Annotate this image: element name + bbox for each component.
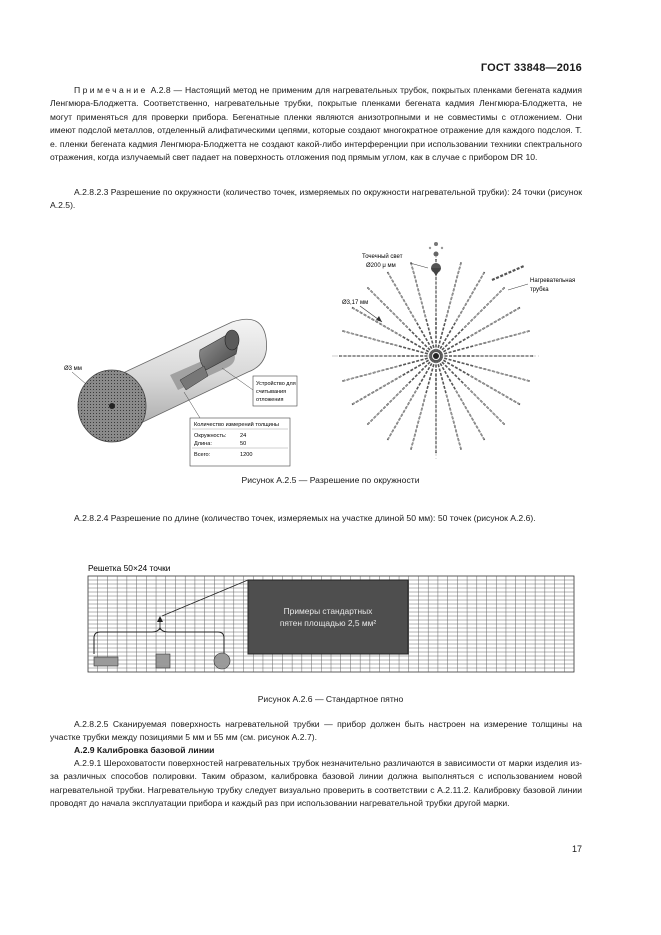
measurement-ray-highlight: [475, 331, 529, 345]
paragraph-a2823: А.2.8.2.3 Разрешение по окружности (количество точек, измеряемых по окружности нагревательной трубки): 24 точки (рисунок А.2.5).: [50, 187, 582, 211]
example-box: [248, 580, 408, 654]
figure-a26-caption: Рисунок А.2.6 — Стандартное пятно: [257, 694, 404, 704]
measurement-ray-highlight: [475, 366, 529, 380]
measurement-ray-highlight: [343, 331, 397, 345]
measurement-ray-highlight: [388, 391, 416, 439]
measurement-ray-highlight: [446, 263, 460, 317]
table-row-value: 1200: [240, 452, 253, 458]
measurement-ray-highlight: [456, 273, 484, 321]
measurement-ray-highlight: [368, 384, 408, 424]
example-box-line1: Примеры стандартных: [283, 606, 373, 616]
table-row-name: Окружность:: [194, 433, 227, 439]
tube-label-line1: Нагревательная: [530, 278, 576, 284]
figure-a25-caption: Рисунок А.2.5 — Разрешение по окружности: [241, 475, 420, 485]
table-row-value: 24: [240, 433, 247, 439]
measurement-ray-highlight: [411, 395, 425, 449]
page-number: 17: [571, 844, 582, 854]
standard-header: ГОСТ 33848—2016: [480, 62, 582, 74]
tube-indicator: [492, 266, 524, 280]
sample-spot-square: [156, 654, 170, 668]
figure-a25: [0, 230, 661, 470]
spot-light-label-line2: Ø200 μ мм: [366, 263, 396, 269]
paragraph-a291: А.2.9.1 Шероховатости поверхностей нагревательных трубок незначительно различаются в зависимости от марки изделия из-за различных способов полировки. Таким образом, калибровка базовой линии должна выполняться с использованием новой нагревательной трубки. Нагревательную трубку следует визуально проверить в соответствии с А.2.11.2. Калибровку базовой линии проводят до начала эксплуатации прибора и каждый раз при использовании нагревательной трубки другой марки.: [50, 758, 582, 809]
section-a29-title: А.2.9 Калибровка базовой линии: [74, 745, 215, 755]
measurement-ray-highlight: [368, 288, 408, 328]
measurement-ray-highlight: [456, 391, 484, 439]
tube-label-line2: трубка: [530, 287, 549, 293]
center-point: [433, 353, 439, 359]
measurement-ray-highlight: [464, 288, 504, 328]
device-label-line1: Устройство для: [256, 381, 296, 387]
measurement-ray-highlight: [353, 308, 401, 336]
paragraph-a2825: А.2.8.2.5 Сканируемая поверхность нагревательной трубки — прибор должен быть настроен на измерение толщины на участке трубки между позициями 5 мм и 55 мм (см. рисунок А.2.7).: [50, 719, 582, 743]
example-box-line2: пятен площадью 2,5 мм²: [279, 618, 377, 628]
table-row-name: Длина:: [194, 441, 212, 447]
device-label-line2: считывания: [256, 389, 287, 395]
measurement-ray-highlight: [446, 395, 460, 449]
note-label: Примечание: [74, 85, 148, 95]
paragraph-a2824: А.2.8.2.4 Разрешение по длине (количество точек, измеряемых на участке длиной 50 мм): 50 точек (рисунок А.2.6).: [74, 513, 536, 523]
sample-spot-circle: [214, 653, 230, 669]
grid-label: Решетка 50×24 точки: [88, 563, 171, 573]
table-row-value: 50: [240, 441, 247, 447]
table-row-name: Всего:: [194, 452, 211, 458]
diameter-label: Ø3 мм: [64, 366, 82, 372]
radial-diagram: [332, 252, 540, 460]
measurement-ray-highlight: [411, 263, 425, 317]
table-title: Количество измерений толщины: [194, 422, 279, 428]
measurement-ray-highlight: [471, 308, 519, 336]
measurement-ray-highlight: [464, 384, 504, 424]
spot-light-icon: [429, 242, 443, 276]
note-paragraph: [50, 84, 582, 164]
note-text: А.2.8 — Настоящий метод не применим для нагревательных трубок, покрытых пленками бегената кадмия Ленгмюра-Блоджетта. Соответственно, нагревательные трубки, покрытые пленками бегената кадмия Ленгмюра-Блоджетта, не могут применяться для проверки прибора. Бегенатные пленки являются анизотропными и не совместимы с отложением. Они имеют подслой металлов, отделенный алифатическими цепями, которые создают многократное отражение для каждого подслоя. Т. е. пленки бегената кадмия Ленгмюра-Блоджетта не создают какой-либо интерференции при использовании техники спектрального отражения, когда излучаемый свет падает на поверхность отложения под прямым углом, как в случае с прибором DR 10.: [50, 85, 582, 163]
figure-a26: [0, 558, 661, 688]
measurement-ray-highlight: [388, 273, 416, 321]
sample-spot-rectangle: [94, 657, 118, 666]
spot-light-label-line1: Точечный свет: [362, 254, 403, 260]
device-label-line3: отложения: [256, 397, 284, 403]
measurement-ray-highlight: [471, 376, 519, 404]
measurement-ray-highlight: [343, 366, 397, 380]
measurement-ray-highlight: [353, 376, 401, 404]
tube-diameter-label: Ø3,17 мм: [342, 300, 369, 306]
